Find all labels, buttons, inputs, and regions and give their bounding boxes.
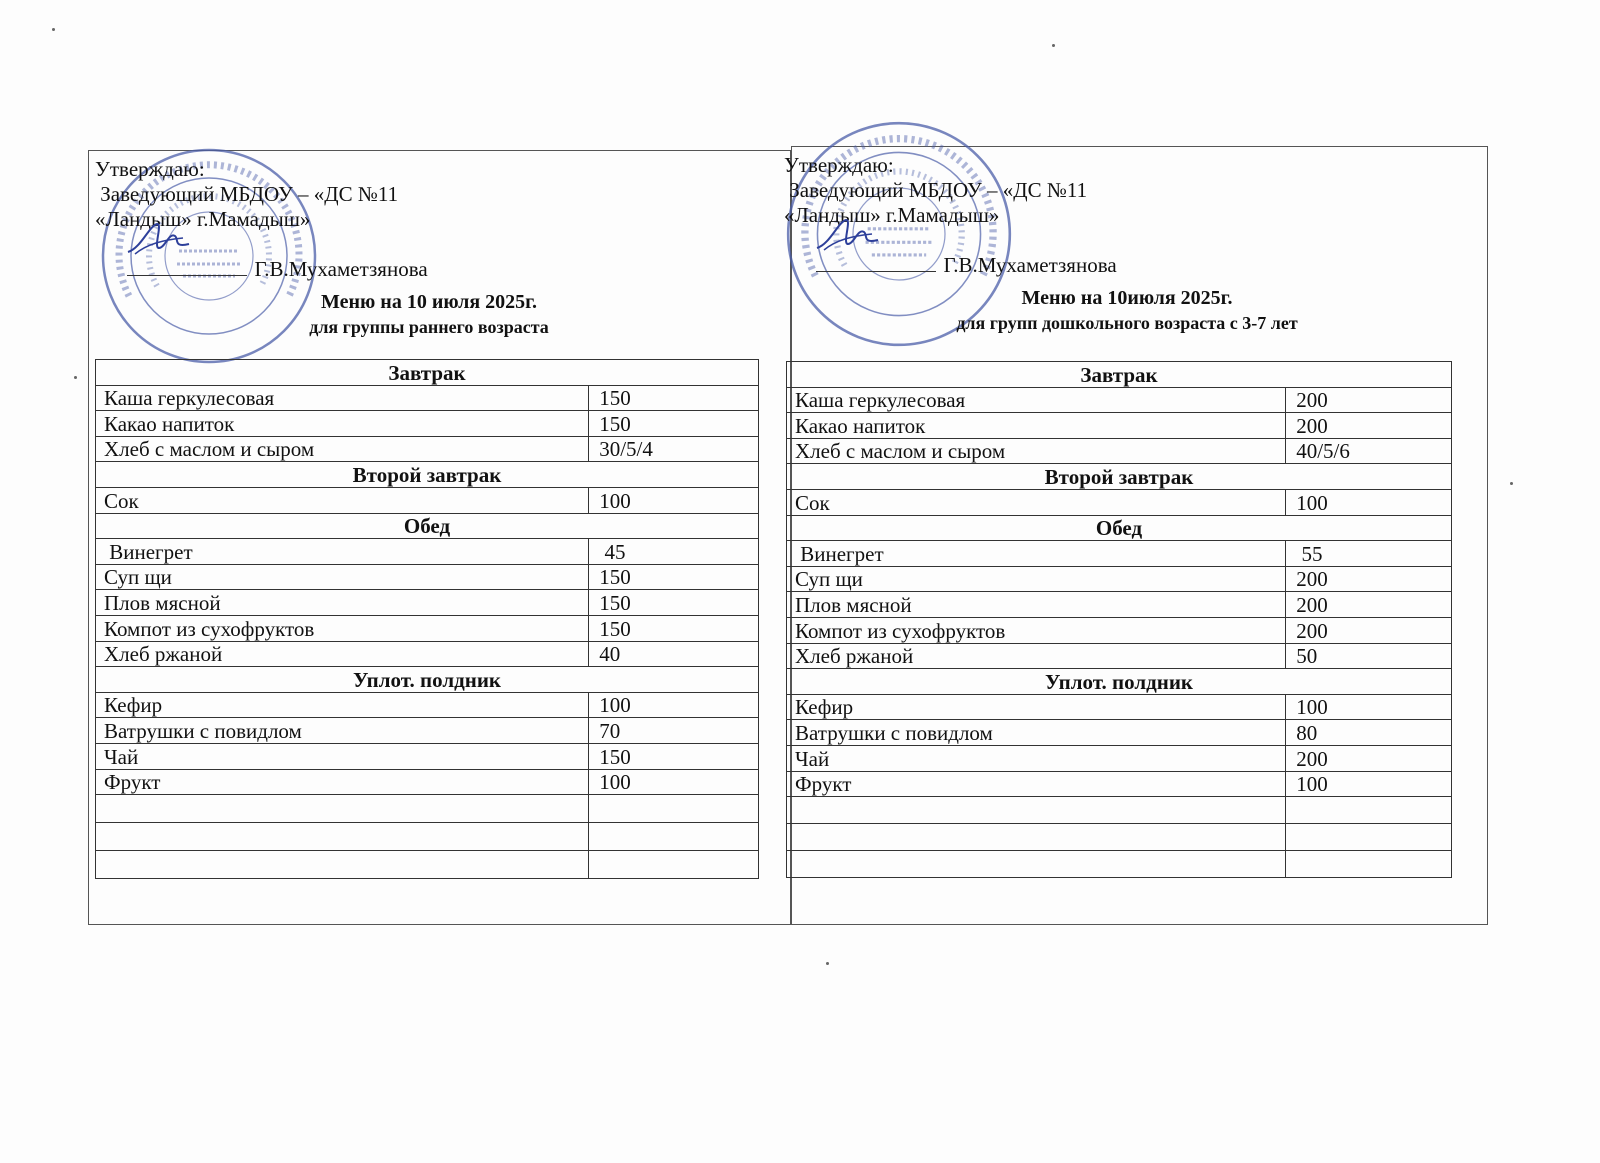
section-header: Завтрак bbox=[787, 362, 1452, 388]
dish-quantity: 50 bbox=[1286, 643, 1452, 669]
menu-title-block bbox=[279, 289, 579, 339]
dish-name: Сок bbox=[96, 487, 589, 513]
dish-name: Плов мясной bbox=[96, 590, 589, 616]
empty-cell bbox=[589, 851, 759, 879]
empty-row bbox=[787, 797, 1452, 824]
dish-name: Каша геркулесовая bbox=[787, 387, 1286, 413]
scan-speck bbox=[52, 28, 55, 31]
dish-name: Компот из сухофруктов bbox=[96, 615, 589, 641]
signature-underline bbox=[816, 271, 936, 272]
dish-quantity: 200 bbox=[1286, 592, 1452, 618]
table-row bbox=[96, 743, 759, 769]
dish-quantity: 30/5/4 bbox=[589, 436, 759, 462]
menu-title-block bbox=[912, 285, 1342, 335]
dish-name: Какао напиток bbox=[96, 411, 589, 437]
table-row bbox=[96, 641, 759, 667]
empty-cell bbox=[589, 823, 759, 851]
empty-cell bbox=[96, 851, 589, 879]
section-row bbox=[787, 362, 1452, 388]
scan-speck bbox=[74, 376, 77, 379]
dish-name: Кефир bbox=[96, 692, 589, 718]
table-row bbox=[96, 411, 759, 437]
section-header: Уплот. полдник bbox=[96, 667, 759, 693]
empty-row bbox=[96, 795, 759, 823]
section-header: Завтрак bbox=[96, 360, 759, 386]
dish-quantity: 100 bbox=[589, 692, 759, 718]
table-row bbox=[787, 438, 1452, 464]
dish-name: Хлеб ржаной bbox=[96, 641, 589, 667]
menu-subtitle: для группы раннего возраста bbox=[309, 317, 549, 337]
table-row bbox=[787, 617, 1452, 643]
dish-name: Плов мясной bbox=[787, 592, 1286, 618]
dish-name: Кефир bbox=[787, 694, 1286, 720]
section-header: Обед bbox=[787, 515, 1452, 541]
dish-quantity: 200 bbox=[1286, 387, 1452, 413]
menu-sheet-early-age bbox=[88, 150, 791, 925]
empty-row bbox=[96, 823, 759, 851]
approval-block bbox=[95, 157, 428, 307]
dish-name: Фрукт bbox=[787, 771, 1286, 797]
table-row bbox=[787, 720, 1452, 746]
dish-quantity: 200 bbox=[1286, 413, 1452, 439]
table-row bbox=[96, 718, 759, 744]
dish-name: Суп щи bbox=[96, 564, 589, 590]
empty-cell bbox=[589, 795, 759, 823]
table-row bbox=[787, 771, 1452, 797]
section-row bbox=[787, 464, 1452, 490]
section-row bbox=[96, 360, 759, 386]
scan-speck bbox=[1052, 44, 1055, 47]
empty-cell bbox=[1286, 851, 1452, 878]
section-row bbox=[96, 513, 759, 539]
approval-heading: Утверждаю: bbox=[95, 157, 205, 181]
section-header: Второй завтрак bbox=[96, 462, 759, 488]
menu-table bbox=[95, 359, 759, 879]
empty-cell bbox=[96, 823, 589, 851]
dish-quantity: 100 bbox=[589, 487, 759, 513]
dish-quantity: 45 bbox=[589, 539, 759, 565]
dish-quantity: 150 bbox=[589, 743, 759, 769]
empty-cell bbox=[787, 851, 1286, 878]
table-row bbox=[96, 769, 759, 795]
empty-cell bbox=[1286, 824, 1452, 851]
dish-name: Компот из сухофруктов bbox=[787, 617, 1286, 643]
dish-quantity: 150 bbox=[589, 590, 759, 616]
dish-name: Каша геркулесовая bbox=[96, 385, 589, 411]
dish-quantity: 150 bbox=[589, 385, 759, 411]
menu-title: Меню на 10июля 2025г. bbox=[1021, 287, 1233, 309]
table-row bbox=[96, 692, 759, 718]
approval-organization: «Ландыш» г.Мамадыш» bbox=[95, 207, 311, 231]
dish-quantity: 100 bbox=[589, 769, 759, 795]
menu-subtitle: для групп дошкольного возраста с 3-7 лет bbox=[956, 313, 1298, 333]
dish-quantity: 100 bbox=[1286, 694, 1452, 720]
empty-row bbox=[787, 851, 1452, 878]
table-row bbox=[787, 566, 1452, 592]
dish-quantity: 80 bbox=[1286, 720, 1452, 746]
section-row bbox=[96, 462, 759, 488]
table-row bbox=[787, 592, 1452, 618]
table-row bbox=[787, 745, 1452, 771]
section-row bbox=[787, 515, 1452, 541]
table-row bbox=[787, 643, 1452, 669]
table-row bbox=[787, 387, 1452, 413]
section-header: Второй завтрак bbox=[787, 464, 1452, 490]
signature-icon bbox=[812, 214, 882, 260]
approval-block bbox=[784, 153, 1117, 303]
empty-cell bbox=[1286, 797, 1452, 824]
signer-name: Г.В.Мухаметзянова bbox=[254, 257, 428, 281]
dish-name: Ватрушки с повидлом bbox=[96, 718, 589, 744]
section-row bbox=[787, 669, 1452, 695]
section-header: Обед bbox=[96, 513, 759, 539]
signature-underline bbox=[127, 275, 247, 276]
scan-speck bbox=[1510, 482, 1513, 485]
dish-name: Чай bbox=[787, 745, 1286, 771]
dish-quantity: 200 bbox=[1286, 745, 1452, 771]
approval-position: Заведующий МБДОУ – «ДС №11 bbox=[95, 182, 399, 206]
table-row bbox=[96, 590, 759, 616]
table-row bbox=[787, 694, 1452, 720]
dish-quantity: 150 bbox=[589, 615, 759, 641]
dish-quantity: 55 bbox=[1286, 541, 1452, 567]
dish-quantity: 150 bbox=[589, 564, 759, 590]
section-header: Уплот. полдник bbox=[787, 669, 1452, 695]
dish-name: Суп щи bbox=[787, 566, 1286, 592]
table-row bbox=[787, 541, 1452, 567]
dish-name: Винегрет bbox=[96, 539, 589, 565]
dish-name: Хлеб ржаной bbox=[787, 643, 1286, 669]
dish-name: Какао напиток bbox=[787, 413, 1286, 439]
approval-organization: «Ландыш» г.Мамадыш» bbox=[784, 203, 1000, 227]
dish-name: Ватрушки с повидлом bbox=[787, 720, 1286, 746]
menu-table bbox=[786, 361, 1452, 878]
table-row bbox=[96, 564, 759, 590]
dish-quantity: 200 bbox=[1286, 566, 1452, 592]
empty-cell bbox=[96, 795, 589, 823]
dish-quantity: 40 bbox=[589, 641, 759, 667]
table-row bbox=[96, 487, 759, 513]
signer-name: Г.В.Мухаметзянова bbox=[943, 253, 1117, 277]
table-row bbox=[96, 385, 759, 411]
dish-quantity: 150 bbox=[589, 411, 759, 437]
approval-heading: Утверждаю: bbox=[784, 153, 894, 177]
table-row bbox=[787, 413, 1452, 439]
menu-title: Меню на 10 июля 2025г. bbox=[321, 291, 537, 313]
dish-name: Чай bbox=[96, 743, 589, 769]
dish-quantity: 40/5/6 bbox=[1286, 438, 1452, 464]
menu-sheet-preschool bbox=[784, 146, 1488, 925]
dish-name: Сок bbox=[787, 489, 1286, 515]
dish-quantity: 100 bbox=[1286, 771, 1452, 797]
empty-row bbox=[787, 824, 1452, 851]
empty-row bbox=[96, 851, 759, 879]
table-row bbox=[96, 539, 759, 565]
dish-quantity: 100 bbox=[1286, 489, 1452, 515]
dish-quantity: 70 bbox=[589, 718, 759, 744]
table-row bbox=[787, 489, 1452, 515]
dish-name: Фрукт bbox=[96, 769, 589, 795]
section-row bbox=[96, 667, 759, 693]
signature-icon bbox=[123, 218, 193, 264]
table-row bbox=[96, 436, 759, 462]
empty-cell bbox=[787, 797, 1286, 824]
dish-name: Винегрет bbox=[787, 541, 1286, 567]
dish-name: Хлеб с маслом и сыром bbox=[787, 438, 1286, 464]
approval-position: Заведующий МБДОУ – «ДС №11 bbox=[784, 178, 1088, 202]
dish-quantity: 200 bbox=[1286, 617, 1452, 643]
dish-name: Хлеб с маслом и сыром bbox=[96, 436, 589, 462]
table-row bbox=[96, 615, 759, 641]
empty-cell bbox=[787, 824, 1286, 851]
scan-speck bbox=[826, 962, 829, 965]
